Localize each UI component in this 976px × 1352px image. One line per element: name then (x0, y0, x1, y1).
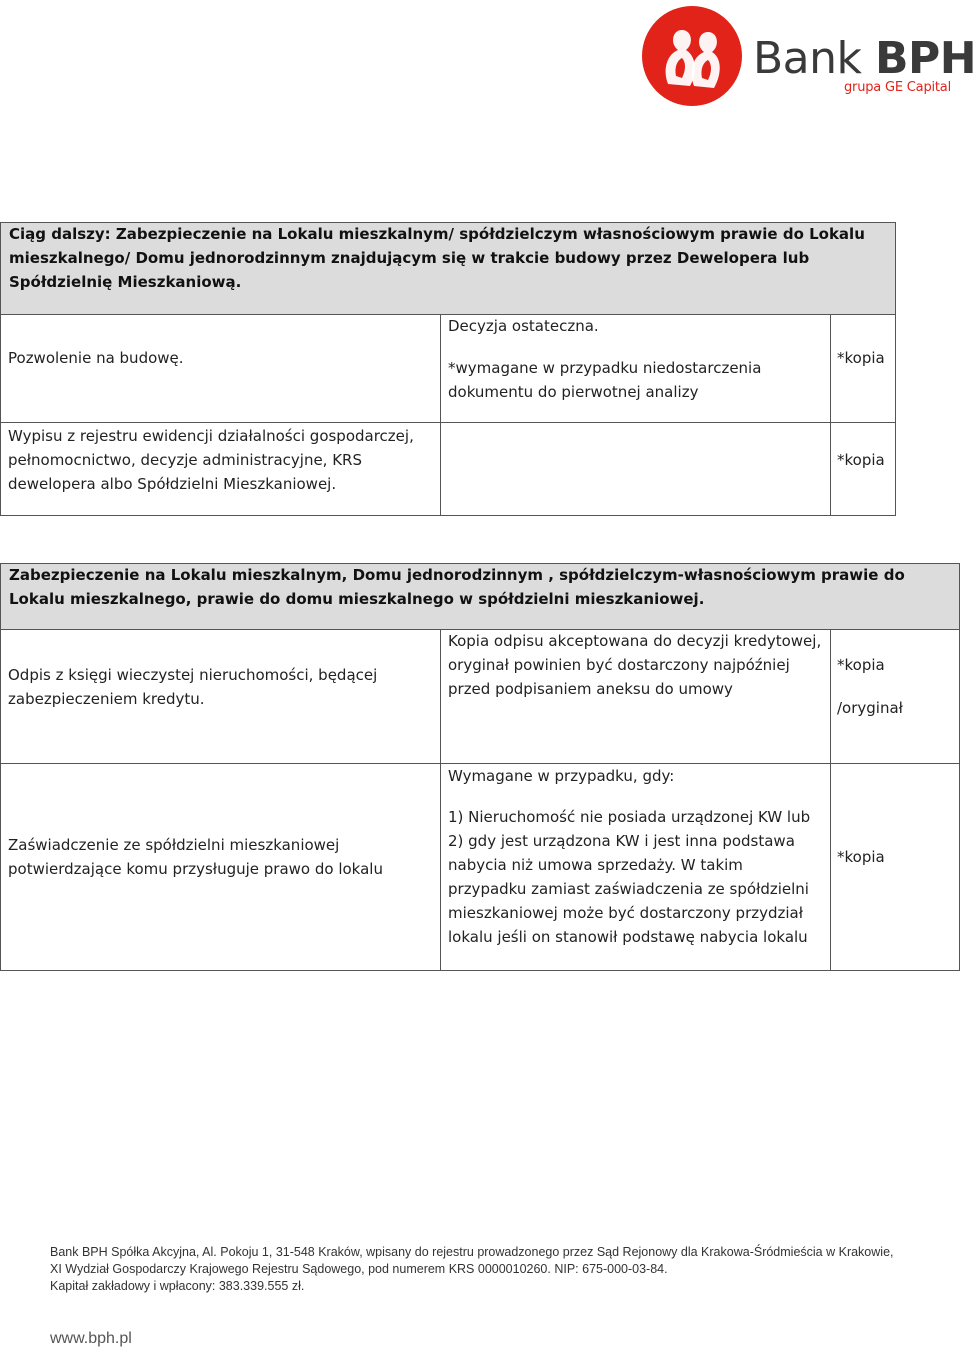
form-label: *kopia (837, 451, 885, 469)
bank-logo (640, 6, 976, 106)
document-name: Zaświadczenie ze spółdzielni mieszkaniowej potwierdzające komu przysługuje prawo do lokalu (8, 836, 383, 878)
document-form (830, 314, 896, 422)
document-form (830, 629, 960, 763)
brand-name-part1: Bank (753, 33, 862, 84)
document-note (440, 763, 830, 970)
document-name: Odpis z księgi wieczystej nieruchomości, będącej zabezpieczeniem kredytu. (8, 666, 378, 708)
note-line: *wymagane w przypadku niedostarczenia dokumentu do pierwotnej analizy (448, 359, 762, 401)
note-text: Kopia odpisu akceptowana do decyzji kredytowej, oryginał powinien być dostarczony najpóźniej przed podpisaniem aneksu do umowy (448, 632, 822, 698)
note-title: Wymagane w przypadku, gdy: (448, 767, 675, 785)
brand-subtitle: grupa GE Capital (844, 80, 951, 95)
form-label: *kopia (837, 656, 885, 674)
table-header (1, 222, 895, 314)
brand-name-part2: BPH (875, 33, 976, 84)
document-note (440, 314, 830, 422)
document-name: Pozwolenie na budowę. (8, 349, 184, 367)
footer-legal (50, 1244, 955, 1295)
brand-name (753, 33, 976, 84)
document-form (830, 763, 960, 970)
website-link[interactable]: www.bph.pl (50, 1330, 132, 1347)
form-label: *kopia (837, 349, 885, 367)
table-row (0, 763, 440, 970)
table-header-text: Zabezpieczenie na Lokalu mieszkalnym, Domu jednorodzinnym , spółdzielczym-własnościowym prawie do Lokalu mieszkalnego, prawie do domu mieszkalnego w spółdzielni mieszkaniowej. (9, 566, 905, 608)
footer-line: Kapitał zakładowy i wpłacony: 383.339.555 zł. (50, 1279, 305, 1293)
document-name: Wypisu z rejestru ewidencji działalności gospodarczej, pełnomocnictwo, decyzje administracyjne, KRS dewelopera albo Spółdzielni Mieszkaniowej. (8, 427, 414, 493)
note-text: 1) Nieruchomość nie posiada urządzonej KW lub 2) gdy jest urządzona KW i jest inna podstawa nabycia niż umowa sprzedaży. W takim przypadku zamiast zaświadczenia ze spółdzielni mieszkaniowej może być dostarczony przydział lokalu jeśli on stanowił podstawę nabycia lokalu (448, 808, 811, 946)
document-note (440, 629, 830, 763)
footer-line: XI Wydział Gospodarczy Krajowego Rejestru Sądowego, pod numerem KRS 0000010260. NIP: 675-000-03-84. (50, 1262, 668, 1276)
footer-line: Bank BPH Spółka Akcyjna, Al. Pokoju 1, 31-548 Kraków, wpisany do rejestru prowadzonego przez Sąd Rejonowy dla Krakowa-Śródmieścia w Krakowie, (50, 1245, 894, 1259)
form-label: /oryginał (837, 699, 903, 717)
table-row (0, 314, 440, 422)
bank-bph-emblem-icon (640, 6, 748, 106)
table-row (0, 422, 440, 515)
document-form (830, 422, 896, 515)
form-label: *kopia (837, 848, 885, 866)
table-header-text: Ciąg dalszy: Zabezpieczenie na Lokalu mieszkalnym/ spółdzielczym własnościowym prawie do Lokalu mieszkalnego/ Domu jednorodzinnym znajdującym się w trakcie budowy przez Dewelopera lub Spółdzielnię Mieszkaniową. (9, 225, 865, 291)
table-header (1, 563, 959, 629)
table-row (0, 629, 440, 763)
note-line: Decyzja ostateczna. (448, 317, 599, 335)
